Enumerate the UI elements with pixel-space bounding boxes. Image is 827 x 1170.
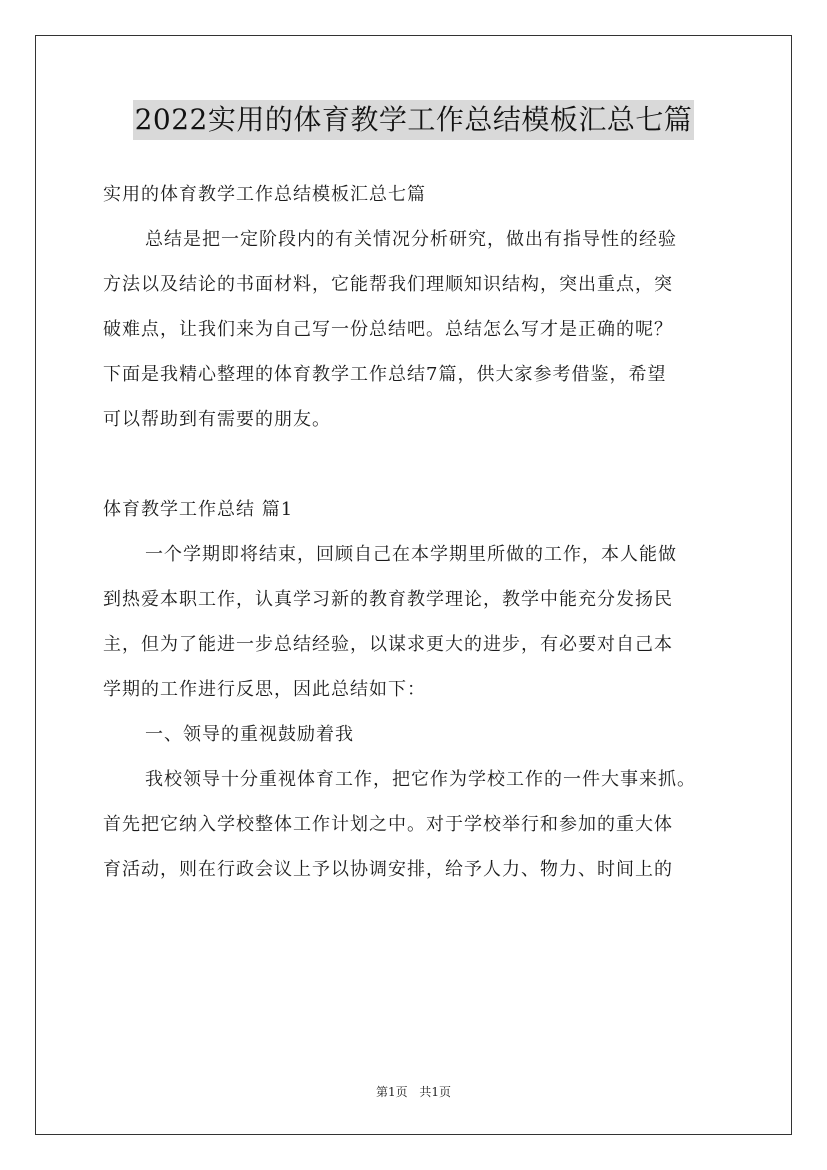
title-container	[0, 100, 827, 140]
intro-line: 破难点，让我们来为自己写一份总结吧。总结怎么写才是正确的呢？	[103, 319, 673, 340]
intro-line: 方法以及结论的书面材料，它能帮我们理顺知识结构，突出重点，突	[103, 274, 673, 295]
page-footer	[0, 1083, 827, 1100]
intro-line: 总结是把一定阶段内的有关情况分析研究，做出有指导性的经验	[145, 229, 677, 250]
section-line: 到热爱本职工作，认真学习新的教育教学理论，教学中能充分发扬民	[103, 589, 673, 610]
intro-line: 下面是我精心整理的体育教学工作总结7篇，供大家参考借鉴，希望	[103, 364, 667, 385]
section-line: 学期的工作进行反思，因此总结如下：	[103, 679, 426, 700]
page-number: 第1页	[375, 1085, 408, 1099]
intro-line: 可以帮助到有需要的朋友。	[103, 409, 331, 430]
document-body	[103, 172, 733, 892]
document-title: 2022实用的体育教学工作总结模板汇总七篇	[133, 100, 695, 140]
page-total: 共1页	[419, 1085, 452, 1099]
point-line: 我校领导十分重视体育工作，把它作为学校工作的一件大事来抓。	[145, 769, 696, 790]
section-heading: 体育教学工作总结 篇1	[103, 499, 294, 520]
document-subtitle: 实用的体育教学工作总结模板汇总七篇	[103, 184, 426, 205]
point-line: 首先把它纳入学校整体工作计划之中。对于学校举行和参加的重大体	[103, 814, 673, 835]
paragraph-gap	[103, 442, 733, 487]
section-line: 一个学期即将结束，回顾自己在本学期里所做的工作，本人能做	[145, 544, 677, 565]
point-heading: 一、领导的重视鼓励着我	[145, 724, 354, 745]
point-line: 育活动，则在行政会议上予以协调安排，给予人力、物力、时间上的	[103, 859, 673, 880]
section-line: 主，但为了能进一步总结经验，以谋求更大的进步，有必要对自己本	[103, 634, 673, 655]
